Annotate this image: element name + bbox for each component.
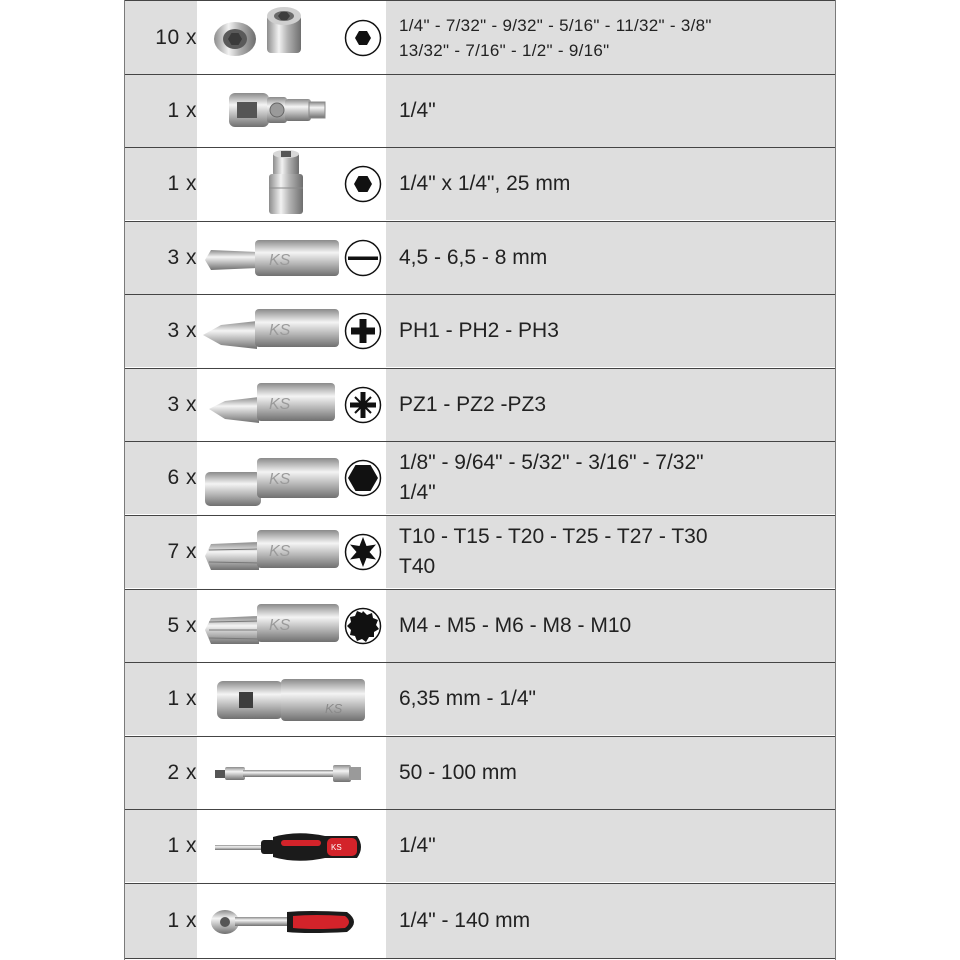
spline-icon — [344, 607, 382, 645]
description: 50 - 100 mm — [399, 761, 517, 784]
svg-text:KS: KS — [269, 252, 291, 269]
slotted-icon — [344, 239, 382, 277]
description: 1/4" — [399, 99, 436, 122]
quantity: 1 x — [167, 99, 197, 122]
table-row — [125, 809, 835, 882]
svg-text:KS: KS — [269, 396, 291, 413]
tool-image-phillips-bit — [197, 295, 386, 367]
table-row — [125, 294, 835, 367]
tool-image-pozidriv-bit — [197, 369, 386, 441]
tool-image-ratchet — [197, 884, 386, 958]
description: PH1 - PH2 - PH3 — [399, 319, 559, 342]
quantity: 5 x — [167, 614, 197, 637]
description: T10 - T15 - T20 - T25 - T27 - T30 T40 — [399, 525, 708, 578]
svg-text:KS: KS — [269, 543, 291, 560]
quantity: 2 x — [167, 761, 197, 784]
svg-text:KS: KS — [269, 471, 291, 488]
pozidriv-icon — [344, 386, 382, 424]
description: PZ1 - PZ2 -PZ3 — [399, 393, 547, 416]
description: 1/4" x 1/4", 25 mm — [399, 172, 571, 195]
tool-image-bit-adapter — [197, 148, 386, 220]
table-row — [125, 515, 835, 588]
item-table — [124, 0, 836, 960]
table-row — [125, 441, 835, 514]
tool-image-sockets — [197, 1, 386, 74]
description: M4 - M5 - M6 - M8 - M10 — [399, 614, 632, 637]
description: 6,35 mm - 1/4" — [399, 687, 537, 710]
quantity: 3 x — [167, 246, 197, 269]
svg-text:KS: KS — [269, 322, 291, 339]
tool-image-spline-bit — [197, 590, 386, 662]
torx-icon — [344, 533, 382, 571]
tool-image-universal-joint — [197, 75, 386, 147]
quantity: 6 x — [167, 466, 197, 489]
tool-image-bit-screwdriver — [197, 810, 386, 882]
hex-socket-icon — [344, 165, 382, 203]
quantity: 3 x — [167, 393, 197, 416]
description: 1/8" - 9/64" - 5/32" - 3/16" - 7/32" 1/4" — [399, 451, 704, 504]
svg-text:KS: KS — [325, 701, 343, 716]
quantity: 3 x — [167, 319, 197, 342]
hex-socket-icon — [344, 19, 382, 57]
quantity: 1 x — [167, 909, 197, 932]
quantity: 7 x — [167, 540, 197, 563]
quantity: 1 x — [167, 172, 197, 195]
table-row — [125, 736, 835, 809]
quantity: 10 x — [155, 25, 197, 49]
table-row — [125, 662, 835, 735]
hex-socket-icon — [344, 459, 382, 497]
svg-text:KS: KS — [331, 843, 342, 852]
table-row — [125, 74, 835, 147]
quantity: 1 x — [167, 687, 197, 710]
tool-image-torx-bit — [197, 516, 386, 588]
description: 4,5 - 6,5 - 8 mm — [399, 246, 548, 269]
svg-text:KS: KS — [269, 617, 291, 634]
table-row — [125, 589, 835, 662]
tool-image-extension-bar — [197, 737, 386, 809]
table-row — [125, 0, 835, 74]
description: 1/4" - 140 mm — [399, 909, 531, 932]
quantity: 1 x — [167, 834, 197, 857]
description: 1/4" — [399, 834, 436, 857]
phillips-icon — [344, 312, 382, 350]
description: 1/4" - 7/32" - 9/32" - 5/16" - 11/32" - 3/8" 13/32" - 7/16" - 1/2" - 9/16" — [399, 15, 712, 60]
table-row — [125, 221, 835, 294]
table-row — [125, 883, 835, 959]
table-row — [125, 147, 835, 220]
table-row — [125, 368, 835, 441]
tool-image-bit-holder — [197, 663, 386, 735]
tool-image-slotted-bit — [197, 222, 386, 294]
tool-image-hex-bit — [197, 442, 386, 514]
